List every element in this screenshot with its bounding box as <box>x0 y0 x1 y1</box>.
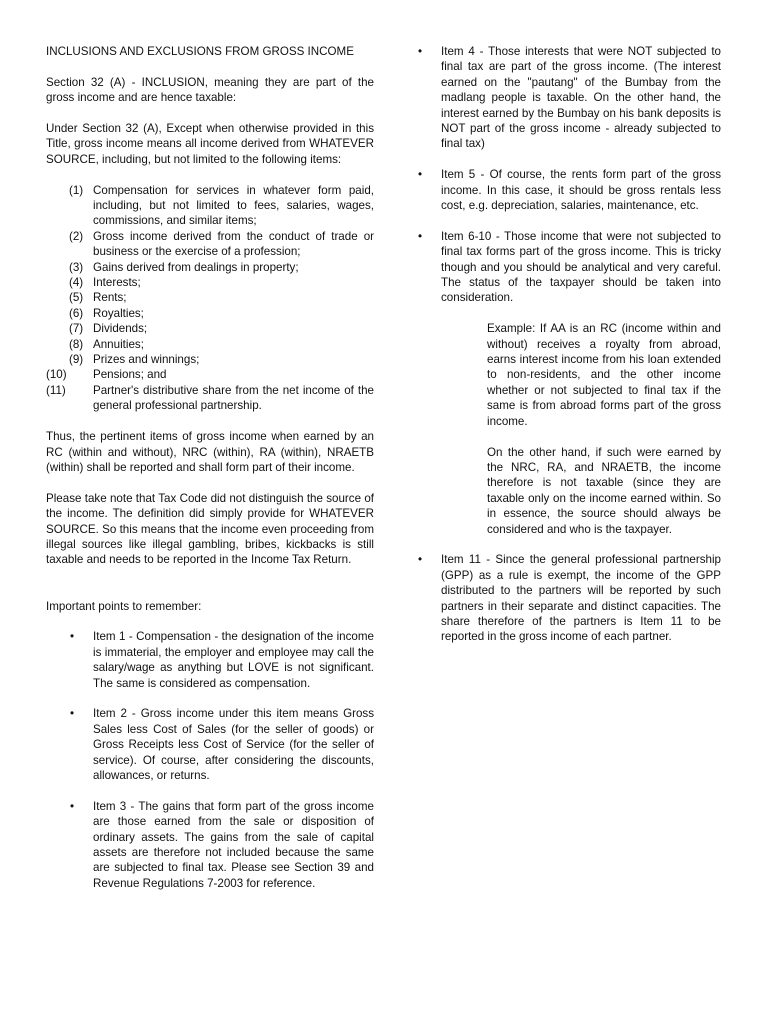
item-text: Rents; <box>93 291 127 305</box>
bullet-icon: • <box>418 168 423 182</box>
list-item <box>69 352 374 367</box>
bullet-text: Item 5 - Of course, the rents form part of the gross income. In this case, it should be gross rentals less cost, e.g. depreciation, salaries, maintenance, etc. <box>441 168 721 213</box>
list-item <box>69 290 374 305</box>
bullet-icon: • <box>70 630 75 644</box>
list-item <box>46 367 374 382</box>
item-text: Gross income derived from the conduct of trade or business or the exercise of a profession; <box>93 229 374 259</box>
item-number: (5) <box>69 291 84 305</box>
item-text: Annuities; <box>93 337 144 351</box>
item-number: (9) <box>69 353 84 367</box>
bullet-text: Item 1 - Compensation - the designation of the income is immaterial, the employer and employee may call the salary/wage as anything but LOVE is not significant. The same is considered as compensation. <box>93 630 374 690</box>
list-item <box>418 552 721 644</box>
item-text: Partner's distributive share from the net income of the general professional partnership. <box>93 383 374 413</box>
right-column <box>418 44 721 660</box>
item-number: (3) <box>69 260 84 274</box>
item-number: (2) <box>69 229 84 243</box>
item-number: (1) <box>69 183 84 197</box>
item-number: (6) <box>69 306 84 320</box>
item-number: (8) <box>69 337 84 351</box>
bullet-text: Item 3 - The gains that form part of the gross income are those earned from the sale or disposition of ordinary assets. The gains from the sale of capital assets are therefore not included because the same are subjected to final tax. Please see Section 39 and Revenue Regulations 7-2003 for reference. <box>93 799 374 890</box>
item-text: Dividends; <box>93 322 148 336</box>
important-points-heading: Important points to remember: <box>46 599 202 613</box>
right-bullet-list-2 <box>418 552 721 644</box>
list-item <box>69 321 374 336</box>
item-text: Pensions; and <box>93 368 167 382</box>
bullet-text: Item 6-10 - Those income that were not subjected to final tax forms part of the gross income. This is tricky though and you should be analytical and very careful. The status of the taxpayer should be taken into consideration. <box>441 229 721 305</box>
item-text: Prizes and winnings; <box>93 353 200 367</box>
under-section-paragraph: Under Section 32 (A), Except when otherwise provided in this Title, gross income means all income derived from WHATEVER SOURCE, including, but not limited to the following items: <box>46 122 374 166</box>
list-item <box>418 167 721 213</box>
list-item <box>69 229 374 260</box>
thus-paragraph: Thus, the pertinent items of gross income when earned by an RC (within and without), NRC (within), RA (within), NRAETB (within) shall be reported and shall form part of their income. <box>46 430 374 474</box>
bullet-text: Item 4 - Those interests that were NOT subjected to final tax are part of the gross income. (The interest earned on the "pautang" of the Bumbay from the madlang people is taxable. On the other hand, the interest earned by the Bumbay on his bank deposits is NOT part of the gross income - already subjected to final tax) <box>441 45 721 151</box>
item-number: (7) <box>69 322 84 336</box>
right-bullet-list <box>418 44 721 306</box>
bullet-text: Item 2 - Gross income under this item means Gross Sales less Cost of Sales (for the seller of goods) or Gross Receipts less Cost of Service (for the seller of service). Of course, after considering the discounts, allowances, or returns. <box>93 707 374 782</box>
bullet-icon: • <box>418 553 423 567</box>
item-number: (10) <box>46 368 67 382</box>
item-text: Gains derived from dealings in property; <box>93 260 299 274</box>
list-item <box>46 799 374 891</box>
list-item <box>69 337 374 352</box>
list-item <box>69 260 374 275</box>
bullet-icon: • <box>70 799 75 813</box>
item-text: Interests; <box>93 276 141 290</box>
list-item <box>69 306 374 321</box>
list-item <box>418 229 721 306</box>
list-item <box>46 629 374 691</box>
page-title: INCLUSIONS AND EXCLUSIONS FROM GROSS INCOME <box>46 45 354 58</box>
bullet-text: Item 11 - Since the general professional partnership (GPP) as a rule is exempt, the income of the GPP distributed to the partners will be reported by such partners in their separate and distinct capacities. The share therefore of the partners is Item 11 to be reported in the gross income of each partner. <box>441 553 721 644</box>
bullet-icon: • <box>418 45 423 58</box>
example-block <box>487 321 721 537</box>
list-item <box>69 275 374 290</box>
item-number: (4) <box>69 276 84 290</box>
item-number: (11) <box>46 383 66 397</box>
list-item <box>69 183 374 229</box>
bullet-icon: • <box>418 229 423 243</box>
list-item <box>418 44 721 152</box>
income-items-list <box>46 183 374 414</box>
left-bullet-list <box>46 629 374 891</box>
list-item <box>46 383 374 414</box>
source-note-paragraph: Please take note that Tax Code did not distinguish the source of the income. The definition did simply provide for WHATEVER SOURCE. So this means that the income even proceeding from illegal sources like illegal gambling, bribes, kickbacks is still taxable and needs to be reported in the Income Tax Return. <box>46 491 374 567</box>
left-column <box>46 44 374 907</box>
example-paragraph: Example: If AA is an RC (income within and without) receives a royalty from abroad, earns interest income from his loan extended to non-residents, and the other income whether or not subjected to final tax if the same is from abroad forms part of the gross income. <box>487 322 721 428</box>
section-paragraph: Section 32 (A) - INCLUSION, meaning they are part of the gross income and are hence taxable: <box>46 75 374 105</box>
bullet-icon: • <box>70 707 75 721</box>
item-text: Royalties; <box>93 306 144 320</box>
item-text: Compensation for services in whatever form paid, including, but not limited to fees, salaries, wages, commissions, and similar items; <box>93 183 374 228</box>
example-contrast-paragraph: On the other hand, if such were earned by the NRC, RA, and NRAETB, the income therefore is not taxable (since they are taxable only on the income earned within. So in essence, the source should always be considered and who is the taxpayer. <box>487 445 721 536</box>
list-item <box>46 706 374 783</box>
